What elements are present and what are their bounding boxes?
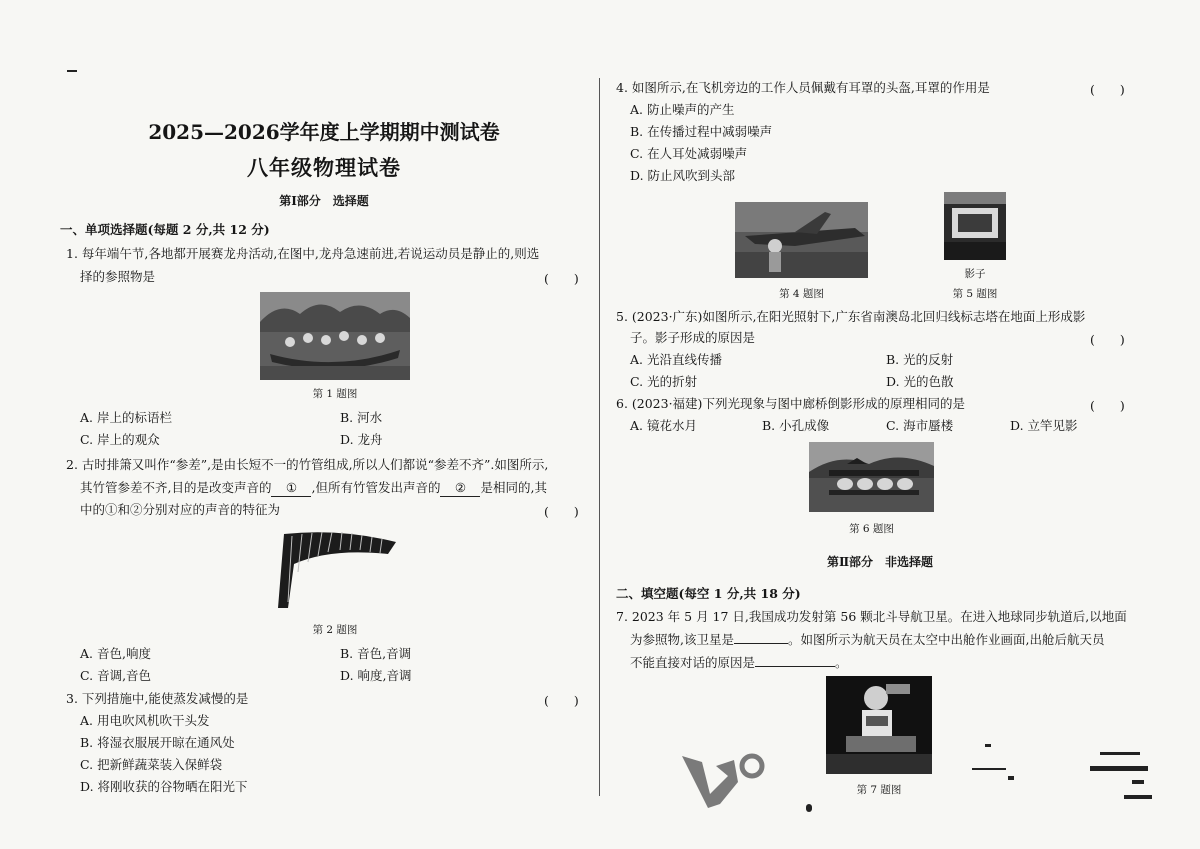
part-2-heading: 第Ⅱ部分 非选择题: [826, 555, 934, 569]
q7-figure-caption: 第 7 题图: [856, 784, 902, 796]
q6-option-a: A. 镜花水月: [630, 418, 697, 433]
exam-subtitle: 八年级物理试卷: [247, 155, 401, 180]
dragon-boat-photo: [260, 292, 410, 380]
q5-figure-caption: 第 5 题图: [952, 288, 998, 300]
q1-answer-paren: ( ): [544, 271, 579, 286]
q7-text-c: 不能直接对话的原因是: [630, 655, 756, 670]
q2-stem-line3: 中的①和②分别对应的声音的特征为: [80, 502, 281, 517]
scan-artifact-mark-6: [1132, 780, 1144, 784]
q1-stem-line2: 择的参照物是: [80, 269, 156, 284]
q2-option-d: D. 响度,音调: [340, 668, 412, 683]
q7-blank-2: [755, 666, 835, 667]
q2-option-c: C. 音调,音色: [80, 668, 152, 683]
q5-option-a: A. 光沿直线传播: [630, 352, 722, 367]
q4-option-a: A. 防止噪声的产生: [630, 102, 735, 117]
q3-option-c: C. 把新鲜蔬菜装入保鲜袋: [80, 757, 223, 772]
q1-option-b: B. 河水: [340, 410, 383, 425]
q4-stem: 4. 如图所示,在飞机旁边的工作人员佩戴有耳罩的头盔,耳罩的作用是: [616, 80, 990, 95]
scan-artifact-mark-8: [806, 804, 812, 812]
q5-stem-line1: 5. (2023·广东)如图所示,在阳光照射下,广东省南澳岛北回归线标志塔在地面上形成影: [616, 309, 1086, 324]
q2-text-b: ,但所有竹管发出声音的: [311, 480, 441, 495]
scan-artifact-mark-2: [972, 768, 1006, 770]
q7-blank-1: [734, 643, 788, 644]
q2-stem-line2: [80, 480, 547, 497]
scan-artifact-shape: [680, 742, 770, 812]
left-column: [58, 0, 590, 849]
scan-artifact-mark-7: [1124, 795, 1152, 799]
q2-option-b: B. 音色,音调: [340, 646, 412, 661]
scan-artifact-mark-1: [985, 744, 991, 747]
q6-stem: 6. (2023·福建)下列光现象与图中廊桥倒影形成的原理相同的是: [616, 396, 965, 411]
q2-answer-paren: ( ): [544, 504, 579, 519]
exam-title: 2025—2026学年度上学期期中测试卷: [148, 120, 500, 144]
q2-figure-caption: 第 2 题图: [312, 624, 358, 636]
q7-stem-line2: [630, 632, 1104, 648]
part-1-heading: 第Ⅰ部分 选择题: [279, 194, 369, 208]
q4-figure-caption: 第 4 题图: [779, 288, 824, 300]
q6-option-c: C. 海市蜃楼: [886, 418, 954, 433]
q4-option-b: B. 在传播过程中减弱噪声: [630, 124, 773, 139]
column-divider: [599, 78, 600, 796]
q1-figure-caption: 第 1 题图: [312, 388, 358, 400]
shadow-tower-photo: [944, 192, 1006, 260]
q7-text-b: 。如图所示为航天员在太空中出舱作业画面,出舱后航天员: [787, 632, 1105, 647]
q3-option-d: D. 将刚收获的谷物晒在阳光下: [80, 779, 248, 794]
q1-option-a: A. 岸上的标语栏: [80, 410, 172, 425]
q6-figure-caption: 第 6 题图: [849, 523, 894, 535]
q4-option-d: D. 防止风吹到头部: [630, 168, 736, 183]
q5-answer-paren: ( ): [1090, 332, 1125, 347]
q7-text-a: 为参照物,该卫星是: [630, 632, 734, 647]
q1-stem-line1: 1. 每年端午节,各地都开展赛龙舟活动,在图中,龙舟急速前进,若说运动员是静止的,则选: [66, 246, 540, 261]
scan-artifact-mark-4: [1100, 752, 1140, 755]
q6-answer-paren: ( ): [1090, 398, 1125, 413]
astronaut-photo: [826, 676, 932, 774]
aircraft-photo: [735, 202, 868, 278]
q6-option-d: D. 立竿见影: [1010, 418, 1078, 433]
shadow-label: 影子: [964, 268, 986, 280]
q2-stem-line1: 2. 古时排箫又叫作“参差”,是由长短不一的竹管组成,所以人们都说“参差不齐”.如图所示,: [66, 457, 549, 472]
q3-option-a: A. 用电吹风机吹干头发: [80, 713, 210, 728]
section-2-heading: 二、填空题(每空 1 分,共 18 分): [616, 586, 801, 601]
right-column: [612, 0, 1148, 849]
q1-option-c: C. 岸上的观众: [80, 432, 160, 447]
scan-artifact-mark-3: [1008, 776, 1014, 780]
q4-option-c: C. 在人耳处减弱噪声: [630, 146, 748, 161]
q3-stem: 3. 下列措施中,能使蒸发减慢的是: [66, 691, 249, 706]
q3-option-b: B. 将湿衣服展开晾在通风处: [80, 735, 235, 750]
q3-answer-paren: ( ): [544, 693, 579, 708]
scan-artifact-mark-5: [1090, 766, 1148, 771]
q5-option-c: C. 光的折射: [630, 374, 698, 389]
q7-stem-line3: [630, 655, 848, 671]
q2-text-a: 其竹管参差不齐,目的是改变声音的: [80, 480, 272, 495]
q2-text-c: 是相同的,其: [480, 480, 547, 495]
q7-text-d: 。: [835, 655, 848, 670]
q2-blank-1: ①: [271, 480, 311, 497]
panpipe-figure: [270, 524, 400, 614]
q2-blank-2: ②: [440, 480, 480, 497]
q5-stem-line2: 子。影子形成的原因是: [630, 330, 756, 345]
q1-option-d: D. 龙舟: [340, 432, 383, 447]
q5-option-b: B. 光的反射: [886, 352, 954, 367]
section-1-heading: 一、单项选择题(每题 2 分,共 12 分): [60, 222, 270, 237]
q5-option-d: D. 光的色散: [886, 374, 954, 389]
q4-answer-paren: ( ): [1090, 82, 1125, 97]
corridor-bridge-photo: [809, 442, 934, 512]
q2-option-a: A. 音色,响度: [80, 646, 151, 661]
q7-stem-line1: 7. 2023 年 5 月 17 日,我国成功发射第 56 颗北斗导航卫星。在进入地球同步轨道后,以地面: [616, 609, 1127, 624]
q6-option-b: B. 小孔成像: [762, 418, 830, 433]
